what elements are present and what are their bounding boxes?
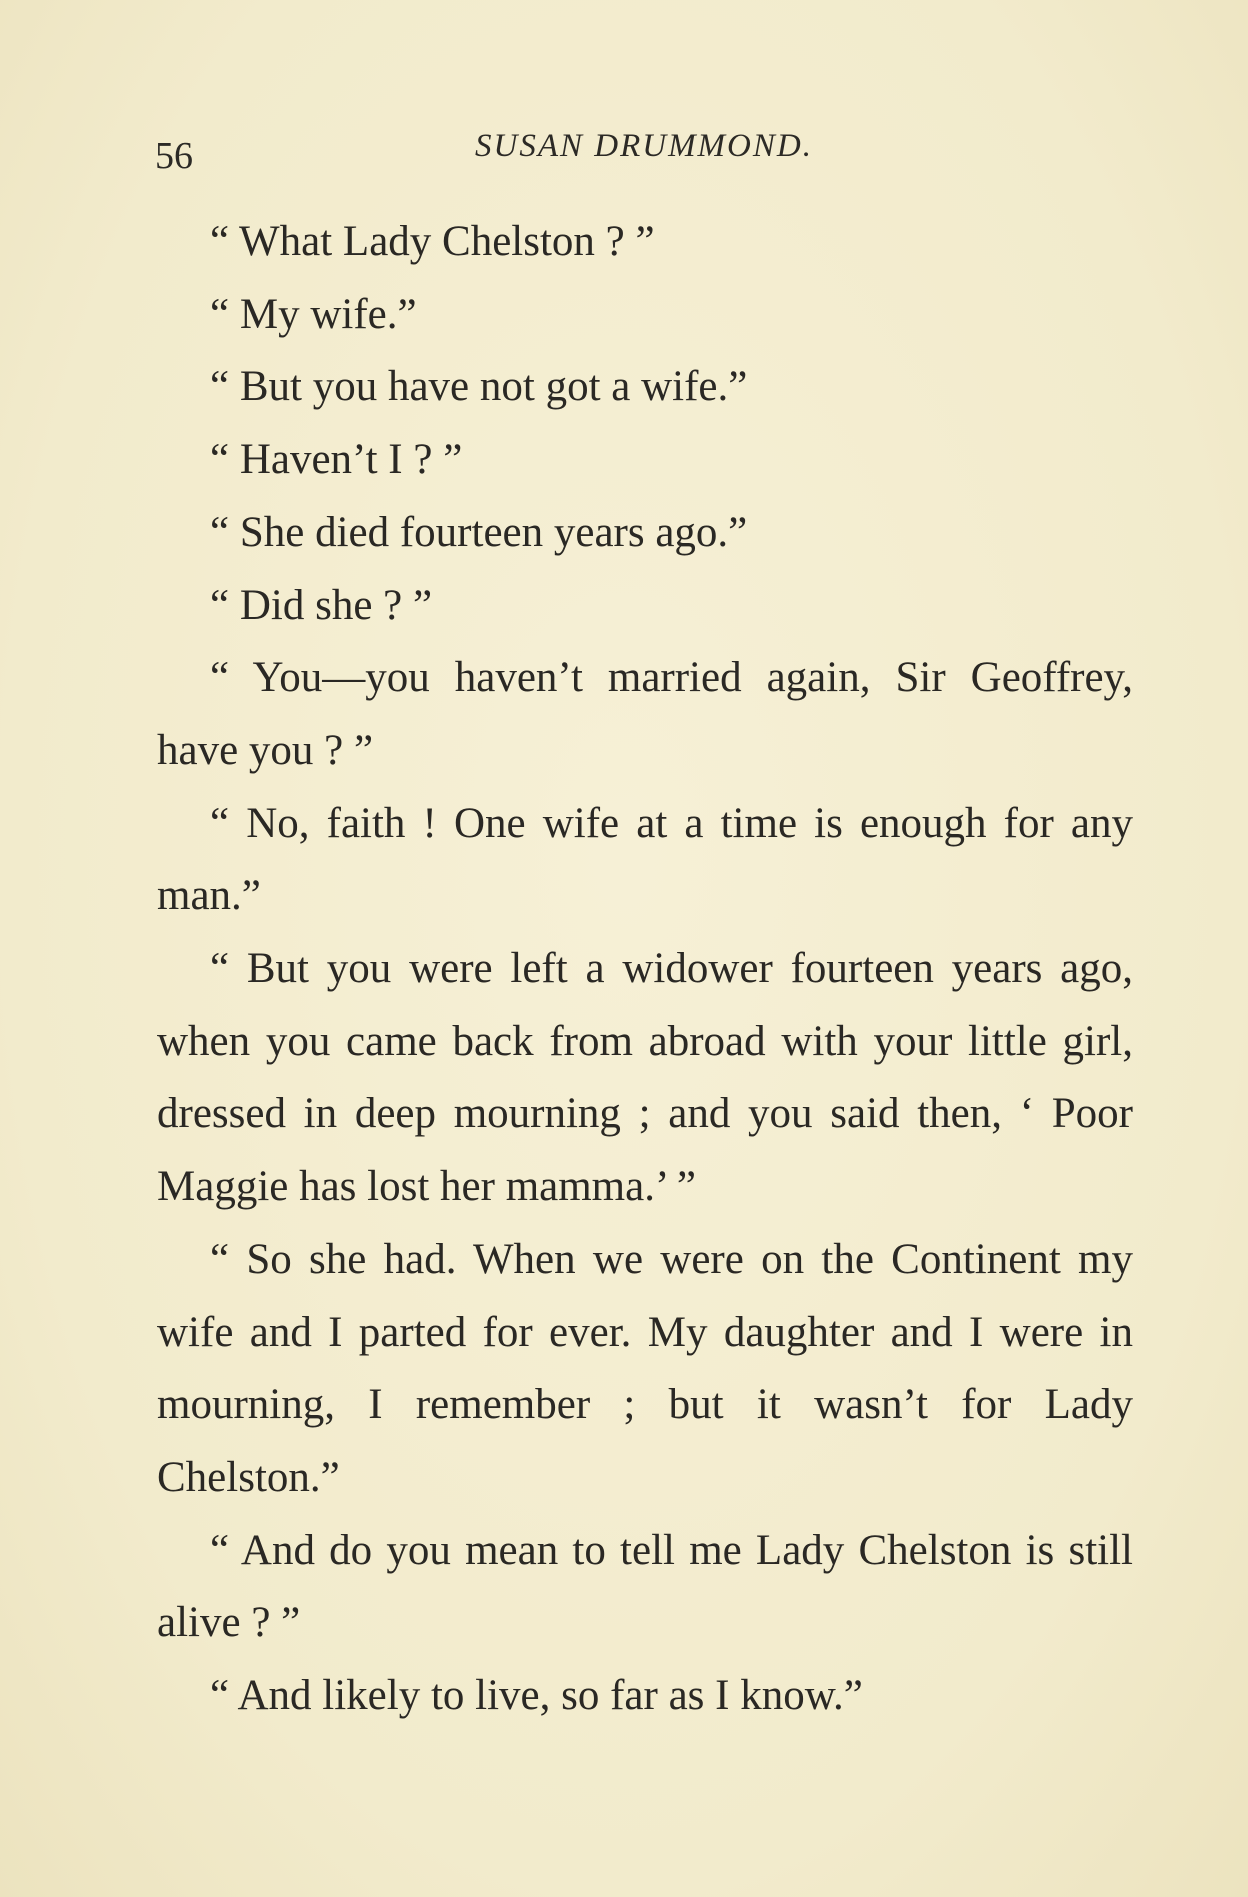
paragraph: “ But you were left a widower fourteen years ago, when you came back from abroad with your little girl, dressed in deep mourning ; and you said then, ‘ Poor Maggie has lost her mamma.’ ” [157,945,1133,1211]
paragraph: “ No, faith ! One wife at a time is enough for any man.” [157,799,1133,920]
paragraph: “ And likely to live, so far as I know.” [210,1672,863,1720]
running-title: SUSAN DRUMMOND. [475,128,813,164]
paragraph: “ So she had. When we were on the Continent my wife and I parted for ever. My daughter and I were in mourning, I remember ; but it wasn’t for Lady Chelston.” [157,1235,1133,1501]
paragraph: “ You—you haven’t married again, Sir Geoffrey, have you ? ” [157,654,1133,774]
body-text [157,206,1133,1733]
paragraph: “ My wife.” [210,290,417,338]
paragraph: “ But you have not got a wife.” [210,363,748,411]
paragraph: “ And do you mean to tell me Lady Chelston is still alive ? ” [157,1526,1133,1647]
paragraph: “ Haven’t I ? ” [210,436,463,484]
page-number: 56 [155,135,193,177]
paragraph: “ What Lady Chelston ? ” [210,218,655,265]
paragraph: “ Did she ? ” [210,581,433,629]
paragraph: “ She died fourteen years ago.” [210,508,748,556]
page-header [155,124,1131,184]
